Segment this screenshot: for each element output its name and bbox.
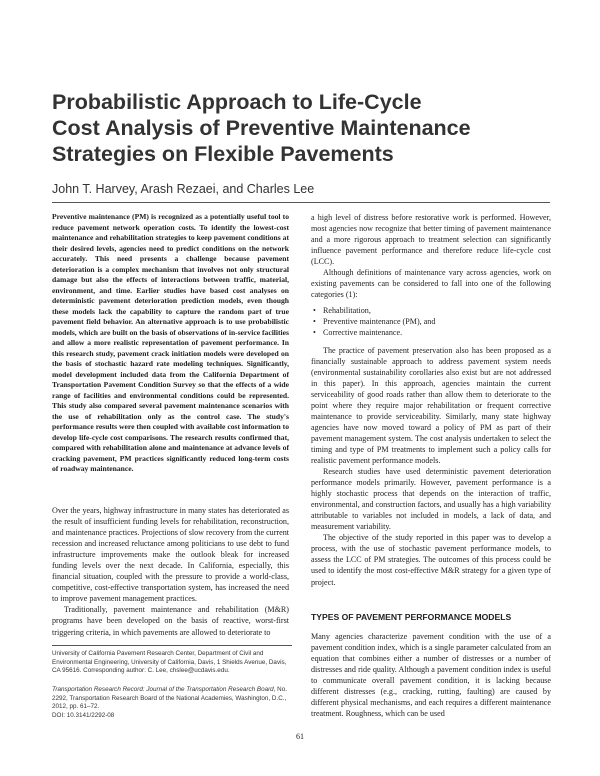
body-paragraph: Although definitions of maintenance vary across agencies, work on existing pavements can be considered to fall into one of the following categories (1): — [311, 268, 551, 300]
section-heading: TYPES OF PAVEMENT PERFORMANCE MODELS — [311, 612, 512, 622]
abstract: Preventive maintenance (PM) is recognized as a potentially useful tool to reduce pavement network operation costs. To identify the lowest-cost maintenance and rehabilitation strategies to keep pavement conditions at their desired levels, agencies need to predict conditions on the network accurately. This need presents a challenge because pavement deterioration is a complex mechanism that involves not only structural damage but also the effects of interactions between traffic, material, environment, and time. Earlier studies have based cost analyses on deterministic pavement deterioration prediction models, even though these models lack the capability to capture the random part of true pavement field behavior. An alternative approach is to use probabilistic models, which are built on the basis of observations of in-service facilities and allow a more realistic representation of pavement performance. In this research study, pavement crack initiation models were developed on the basis of stochastic hazard rate modeling techniques. Significantly, model development included data from the California Department of Transportation Pavement Condition Survey so that the effects of a wide range of facilities and environmental conditions could be represented. This study also compared several pavement maintenance scenarios with the use of rehabilitation only as the control case. The study's performance results were then coupled with available cost information to develop life-cycle cost comparisons. The research results confirmed that, compared with rehabilitation alone and maintenance at advance levels of cracking pavement, PM practices significantly reduced long-term costs of roadway maintenance. — [52, 212, 289, 473]
body-paragraph: Traditionally, pavement maintenance and rehabilitation (M&R) programs have been developed on the basis of reactive, worst-first triggering criteria, in which pavements are allowed to deteriorate to — [52, 605, 289, 637]
title-divider — [52, 202, 550, 203]
list-item: • Preventive maintenance (PM), and — [311, 316, 551, 327]
doi: DOI: 10.3141/2292-08 — [52, 711, 115, 719]
abstract-column — [52, 212, 289, 475]
list-item: • Corrective maintenance. — [311, 327, 551, 338]
category-list — [311, 305, 551, 338]
body-paragraph: The practice of pavement preservation also has been proposed as a financially sustainable approach to address pavement system needs (environmental sustainability corollaries also exist but are not addressed in this paper). In this approach, agencies maintain the current serviceability of good roads rather than allow them to deteriorate to the point where they require major rehabilitation or frequent corrective maintenance to provide serviceability. Similarly, many state highway agencies have now moved toward a policy of PM as part of their pavement management system. The cost analysis undertaken to select the timing and type of PM treatments to implement such a policy calls for realistic pavement performance models. — [311, 345, 551, 465]
citation-block — [52, 686, 292, 720]
left-body-column — [52, 505, 289, 638]
title-line: Strategies on Flexible Pavements — [52, 142, 394, 166]
title-line: Cost Analysis of Preventive Maintenance — [52, 116, 471, 140]
body-paragraph: Many agencies characterize pavement condition with the use of a pavement condition index, which is a single parameter calculated from an equation that combines either a number of distresses or a number of distresses and ride quality. Although a pavement condition index is useful to communicate overall pavement condition, it is lacking because different distresses (e.g., cracking, rutting, faulting) are caused by different physical mechanisms, and each requires a different maintenance treatment. Roughness, which can be used — [311, 632, 551, 719]
section-body-column — [311, 631, 551, 719]
footnote-divider — [52, 645, 292, 646]
paper-title — [52, 89, 552, 167]
right-body-column — [311, 212, 551, 588]
list-item: • Rehabilitation, — [311, 305, 551, 316]
issue-info: No. 2292, Transportation Research Board of the National Academies, Washington, D.C., 2012, pp. 61–72. — [52, 686, 287, 711]
author-list: John T. Harvey, Arash Rezaei, and Charles Lee — [52, 182, 315, 196]
body-paragraph: The objective of the study reported in this paper was to develop a process, with the use of stochastic pavement performance models, to assess the LCC of PM strategies. The outcomes of this process could be used to identify the most cost-effective M&R strategy for a given type of project. — [311, 533, 551, 587]
body-paragraph: Over the years, highway infrastructure in many states has deteriorated as the result of insufficient funding levels for rehabilitation, reconstruction, and maintenance practices. Projections of slow recovery from the current recession and increased reluctance among politicians to use debt to fund infrastructure improvements make the outlook bleak for increased funding levels over the next decade. In California, especially, this financial situation, coupled with the pressure to provide a world-class, competitive, cost-effective transportation system, has increased the need to improve pavement management practices. — [52, 506, 289, 604]
page-number: 61 — [296, 732, 304, 741]
author-affiliation: University of California Pavement Research Center, Department of Civil and Environmental Engineering, University of California, Davis, 1 Shields Avenue, Davis, CA 95616. Corresponding author: C. Lee, chslee@ucdavis.edu. — [52, 650, 287, 675]
body-paragraph: a high level of distress before restorative work is performed. However, most agencies now recognize that better timing of pavement maintenance and a more rigorous approach to treatment selection can significantly influence pavement performance and therefore reduce life-cycle cost (LCC). — [311, 213, 551, 267]
journal-name: Transportation Research Record: Journal of the Transportation Research Board, — [52, 686, 276, 693]
body-paragraph: Research studies have used deterministic pavement deterioration performance models primarily. However, pavement performance is a highly stochastic process that depends on the interaction of traffic, environmental, and construction factors, and usually has a high variability attributable to variables not included in models, a lack of data, and measurement variability. — [311, 467, 551, 532]
title-line: Probabilistic Approach to Life-Cycle — [52, 90, 422, 114]
